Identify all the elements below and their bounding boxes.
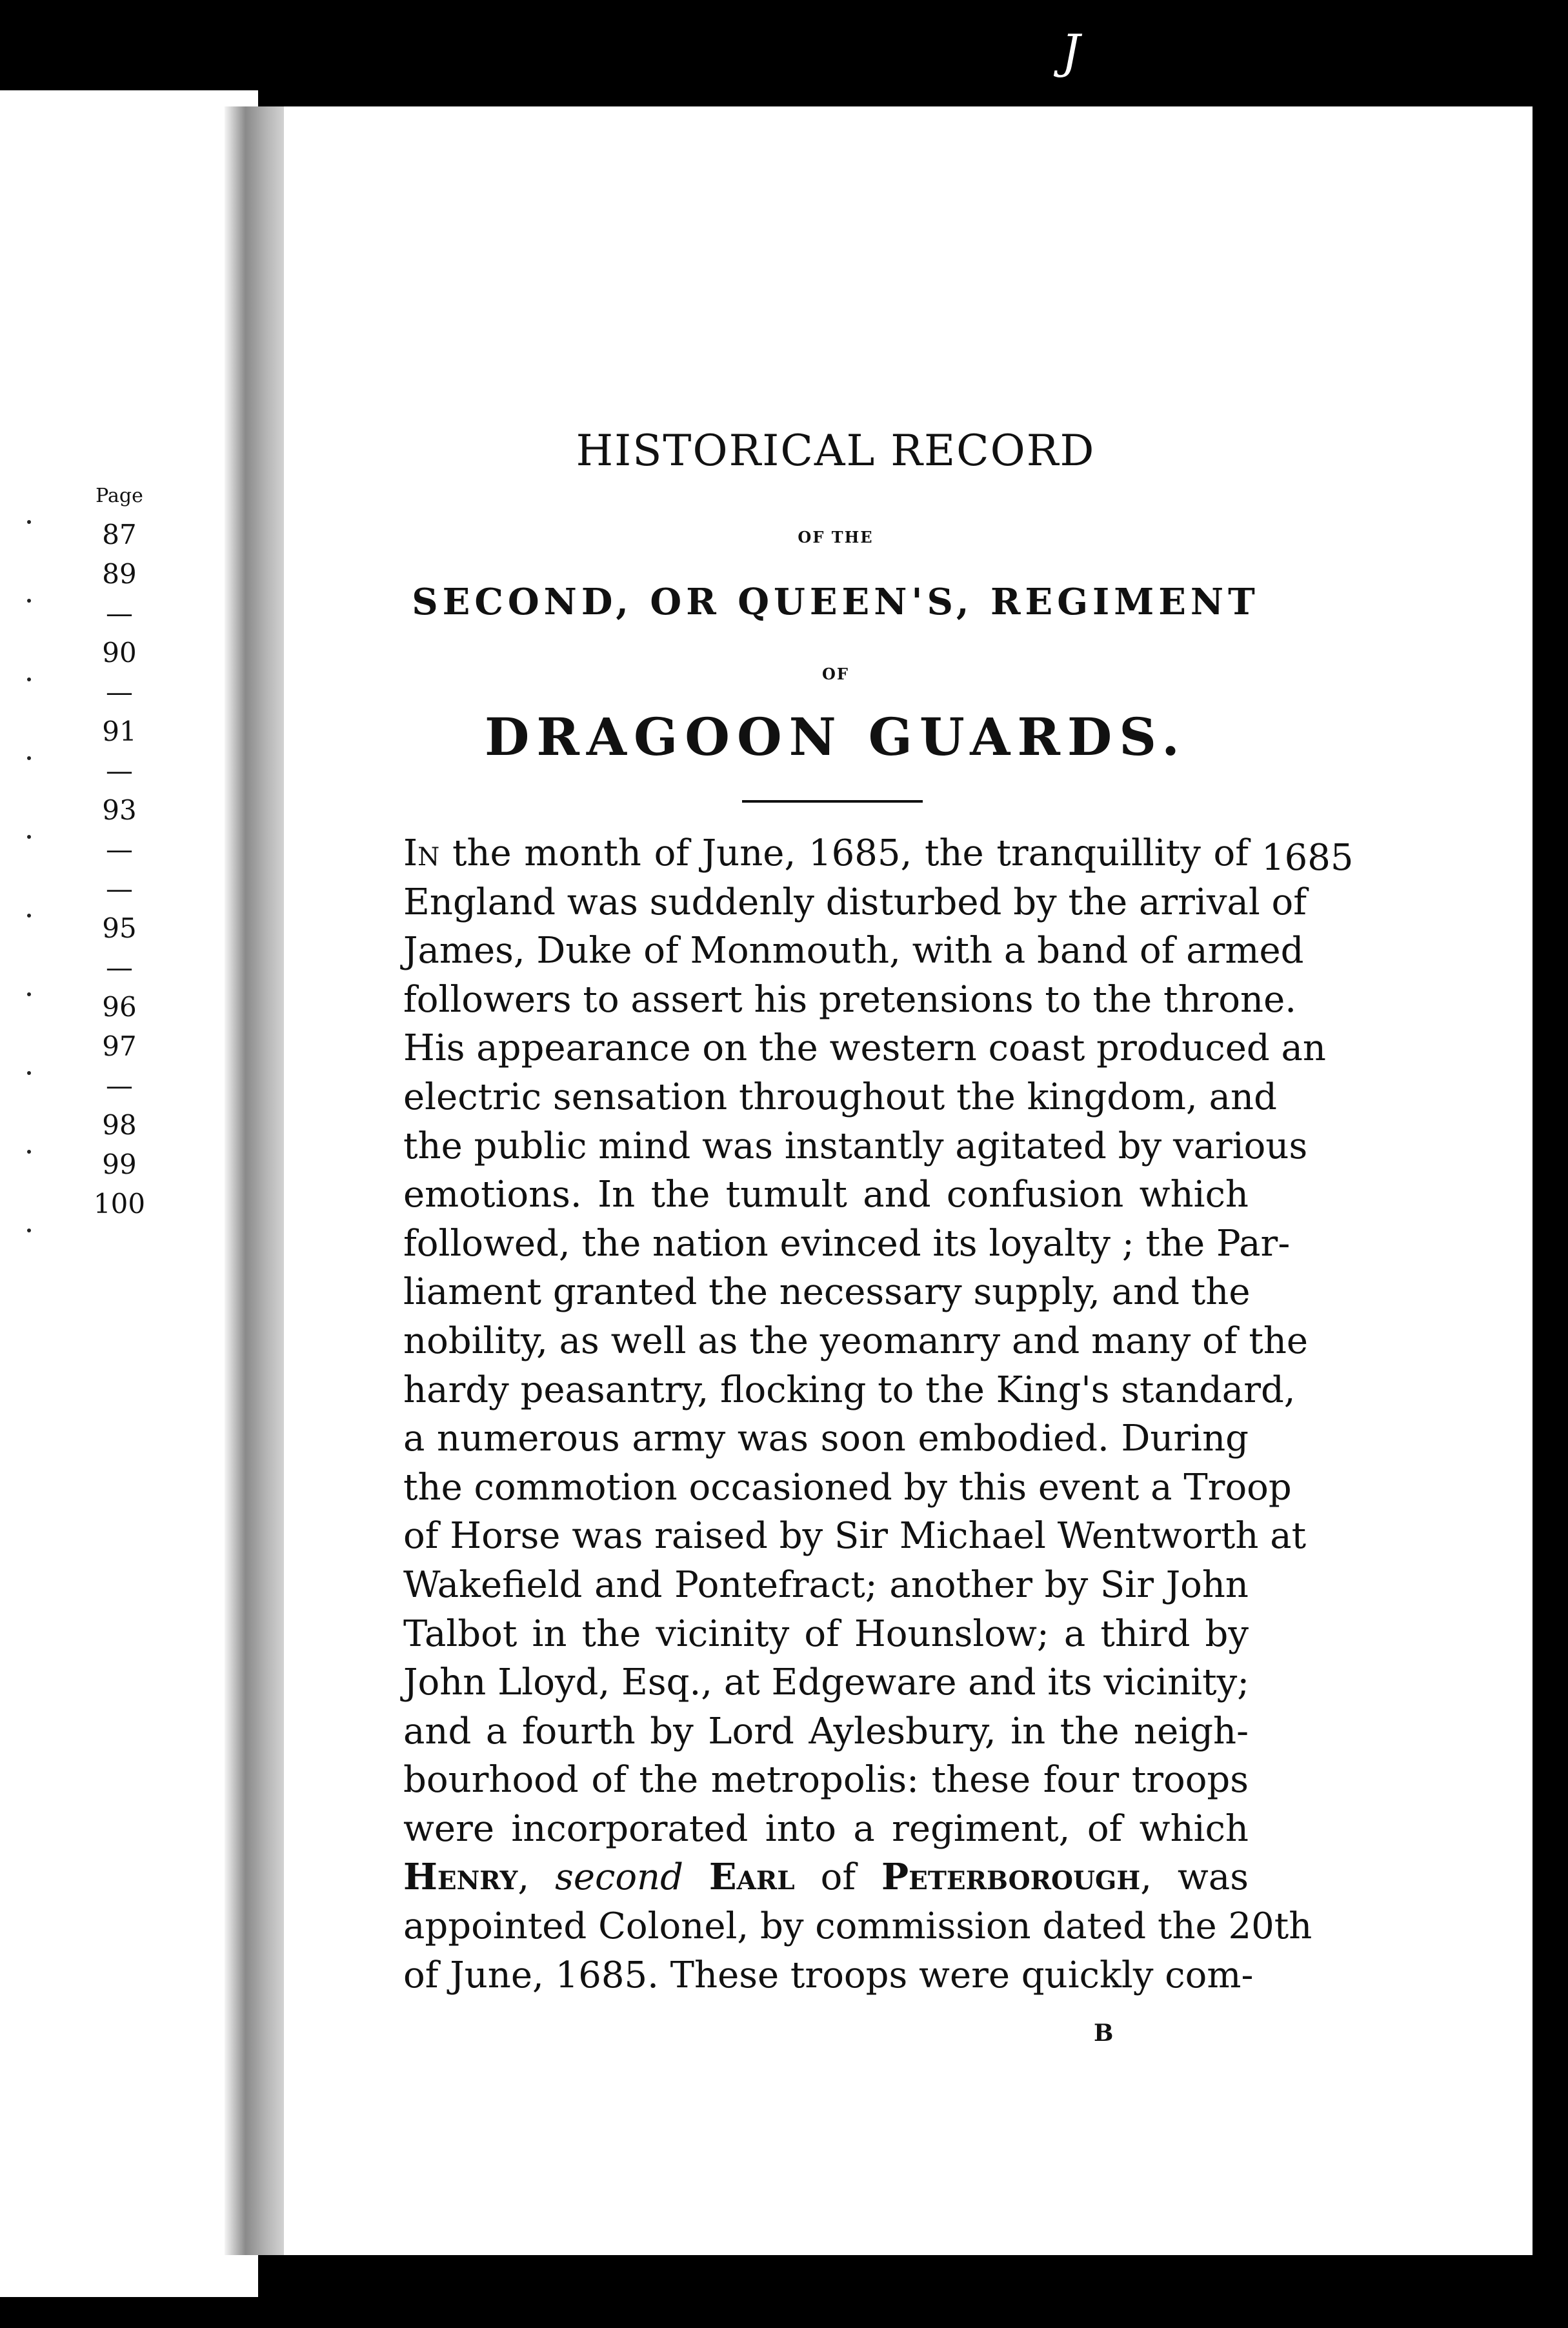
leader-dot: [27, 1150, 31, 1154]
name-henry: Henry: [403, 1856, 518, 1899]
page-number: —: [106, 952, 133, 983]
text-line: John Lloyd, Esq., at Edgeware and its vicinity;: [403, 1661, 1250, 1704]
title-rule: [742, 800, 923, 803]
text-line: the public mind was instantly agitated by various: [403, 1125, 1308, 1167]
text-line: [403, 829, 1249, 878]
text-line: nobility, as well as the yeomanry and many of the: [403, 1320, 1309, 1362]
page-number: 90: [102, 637, 137, 668]
text-line: James, Duke of Monmouth, with a band of armed: [403, 930, 1304, 972]
text-line: followers to assert his pretensions to the throne.: [403, 978, 1297, 1021]
page-number: 91: [102, 716, 137, 747]
text-line: the commotion occasioned by this event a Troop: [403, 1466, 1292, 1509]
leader-dot: [27, 1229, 31, 1232]
record-title: HISTORICAL RECORD: [576, 426, 1096, 476]
text-line: Henry, second Earl of Peterborough, was: [403, 1856, 1249, 1899]
text-line: Talbot in the vicinity of Hounslow; a third by: [403, 1612, 1249, 1655]
page-number: —: [106, 873, 133, 905]
signature-mark: B: [1094, 2020, 1114, 2047]
leader-dot: [27, 992, 31, 996]
regiment-subtitle: SECOND, OR QUEEN'S, REGIMENT: [412, 581, 1260, 623]
name-peterborough: Peterborough: [881, 1856, 1141, 1899]
title-earl: Earl: [709, 1856, 795, 1899]
drop-word: In: [403, 832, 440, 874]
text-line: emotions. In the tumult and confusion which: [403, 1174, 1249, 1216]
page-number: 96: [102, 991, 137, 1023]
page-number: —: [106, 755, 133, 787]
text-line-content: , was: [1140, 1856, 1249, 1899]
page-number: —: [106, 1070, 133, 1101]
page-number: —: [106, 834, 133, 865]
text-line: of Horse was raised by Sir Michael Wentworth at: [403, 1515, 1307, 1558]
text-line: and a fourth by Lord Aylesbury, in the neigh-: [403, 1710, 1249, 1752]
corner-mark: J: [1061, 25, 1080, 79]
page-number: —: [106, 676, 133, 708]
text-line: a numerous army was soon embodied. During: [403, 1418, 1249, 1460]
text-line: of June, 1685. These troops were quickly com-: [403, 1954, 1254, 1996]
page-number: 95: [102, 912, 137, 944]
text-line: Wakefield and Pontefract; another by Sir John: [403, 1563, 1249, 1606]
left-page: [0, 90, 258, 2297]
page-heading: Page: [95, 485, 143, 507]
page-number: 87: [102, 519, 137, 550]
text-line: liament granted the necessary supply, and the: [403, 1271, 1251, 1314]
text-line: hardy peasantry, flocking to the King's standard,: [403, 1369, 1296, 1411]
page-number: 89: [102, 558, 137, 590]
text-line: His appearance on the western coast produced an: [403, 1027, 1326, 1070]
page-number: —: [106, 597, 133, 629]
text-line: appointed Colonel, by commission dated the 20th: [403, 1905, 1312, 1948]
page-number: 93: [102, 794, 137, 826]
of-the-label: OF THE: [798, 528, 874, 547]
leader-dot: [27, 835, 31, 839]
text-line: bourhood of the metropolis: these four troops: [403, 1759, 1249, 1801]
leader-dot: [27, 1071, 31, 1075]
body-text: [403, 829, 1326, 2000]
regiment-name: DRAGOON GUARDS.: [485, 707, 1187, 767]
page-number: 97: [102, 1030, 137, 1062]
page-number: 100: [93, 1188, 146, 1219]
text-line: electric sensation throughout the kingdom, and: [403, 1076, 1277, 1118]
page-number: 99: [102, 1149, 137, 1180]
text-line: followed, the nation evinced its loyalty ; the Par-: [403, 1222, 1291, 1265]
text-line: were incorporated into a regiment, of which: [403, 1807, 1249, 1850]
text-line-content: the month of June, 1685, the tranquillity of: [452, 832, 1249, 874]
ordinal-second: second: [555, 1856, 683, 1899]
leader-dot: [27, 914, 31, 918]
page-number: 98: [102, 1109, 137, 1141]
of-label: OF: [822, 665, 849, 683]
text-line: England was suddenly disturbed by the arrival of: [403, 881, 1307, 923]
margin-year: 1685: [1261, 837, 1354, 879]
leader-dot: [27, 520, 31, 524]
